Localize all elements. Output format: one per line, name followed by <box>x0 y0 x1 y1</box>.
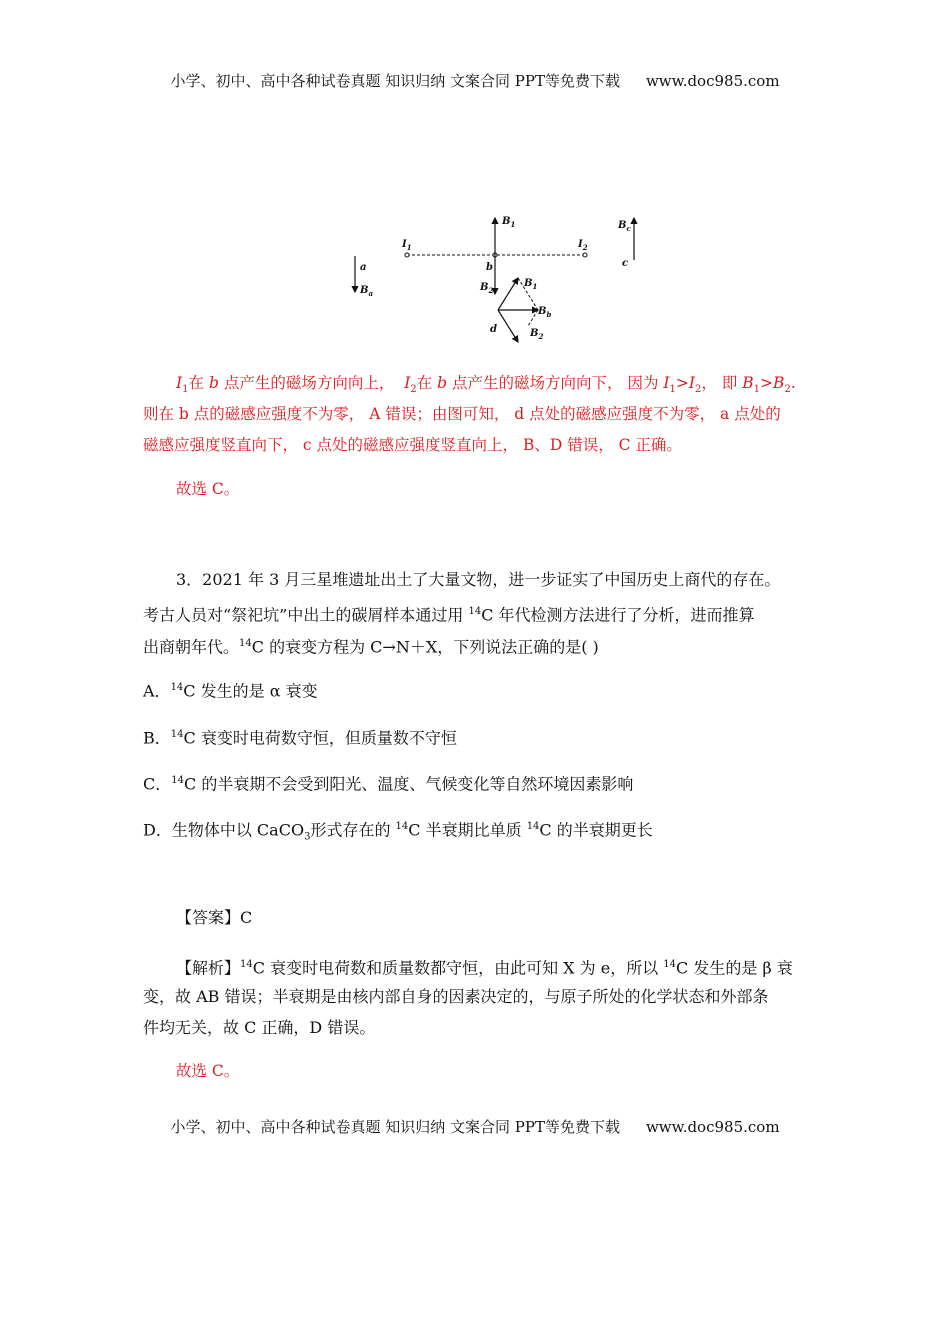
prev-choice: 故选 C。 <box>176 480 240 498</box>
q3-stem-2: 考古人员对“祭祀坑”中出土的碳屑样本通过用 $^{14}$C 年代检测方法进行了分析，进而推算 <box>143 605 755 625</box>
wire-i1 <box>405 253 409 257</box>
label-a: a <box>360 262 367 273</box>
point-d-diagram <box>480 270 560 350</box>
label-c: c <box>622 258 629 269</box>
explanation-line-2: 变，故 AB 错误；半衰期是由核内部自身的因素决定的，与原子所处的化学状态和外部条 <box>143 987 769 1006</box>
label-ba: $B_a$ <box>360 285 373 298</box>
prev-line-2: 则在 b 点的磁感应强度不为零， A 错误；由图可知， d 点处的磁感应强度不为零， a 点处的 <box>143 405 781 423</box>
q3-stem-1: 3．2021 年 3 月三星堆遗址出土了大量文物，进一步证实了中国历史上商代的存在。 <box>176 570 781 589</box>
label-d-b1: $B_1$ <box>524 278 538 291</box>
dash-2 <box>528 310 538 326</box>
footer-site: www.doc985.com <box>645 1118 780 1136</box>
label-d: d <box>490 324 497 335</box>
label-b: b <box>486 262 493 273</box>
prev-line-3: 磁感应强度竖直向下， c 点处的磁感应强度竖直向上， B、D 错误， C 正确。 <box>143 436 682 454</box>
magnetic-field-diagram <box>340 208 600 348</box>
point-c-diagram <box>600 208 650 278</box>
header-site: www.doc985.com <box>645 72 780 90</box>
arrow-d-b2 <box>498 310 518 342</box>
label-i1: $I_1$ <box>402 239 412 252</box>
label-i2: $I_2$ <box>578 239 588 252</box>
q3-stem-3: 出商朝年代。$^{14}$C 的衰变方程为 C→N＋X，下列说法正确的是( ) <box>143 637 599 657</box>
explanation-line-1: 【解析】$^{14}$C 衰变时电荷数和质量数都守恒，由此可知 X 为 e，所以 $^{14}$C 发生的是 β 衰 <box>176 958 793 978</box>
explanation-line-3: 件均无关，故 C 正确，D 错误。 <box>143 1018 376 1037</box>
prev-line-1: $I_1$在 b 点产生的磁场方向向上， $I_2$在 b 点产生的磁场方向向下， 因为 $I_1>I_2$， 即 $B_1>B_2$. <box>176 374 796 396</box>
page-footer <box>0 1116 950 1137</box>
footer-text: 小学、初中、高中各种试卷真题 知识归纳 文案合同 PPT等免费下载 <box>170 1118 620 1136</box>
arrow-d-b1 <box>498 278 518 310</box>
label-b2: $B_2$ <box>480 282 494 295</box>
answer-label: 【答案】C <box>176 908 253 927</box>
option-d[interactable]: D．生物体中以 CaCO$_3$形式存在的 $^{14}$C 半衰期比单质 $^{14}$C 的半衰期更长 <box>143 820 653 843</box>
page-header <box>0 70 950 91</box>
answer-choice: 故选 C。 <box>176 1062 240 1080</box>
label-bc: $B_c$ <box>618 220 631 233</box>
wire-i2 <box>583 253 587 257</box>
option-a[interactable]: A．$^{14}$C 发生的是 α 衰变 <box>143 681 318 701</box>
option-b[interactable]: B．$^{14}$C 衰变时电荷数守恒，但质量数不守恒 <box>143 728 457 748</box>
option-c[interactable]: C．$^{14}$C 的半衰期不会受到阳光、温度、气候变化等自然环境因素影响 <box>143 774 634 794</box>
label-d-bb: $B_b$ <box>538 306 552 319</box>
label-d-b2: $B_2$ <box>530 328 544 341</box>
header-text: 小学、初中、高中各种试卷真题 知识归纳 文案合同 PPT等免费下载 <box>170 72 620 90</box>
label-b1: $B_1$ <box>502 216 516 229</box>
